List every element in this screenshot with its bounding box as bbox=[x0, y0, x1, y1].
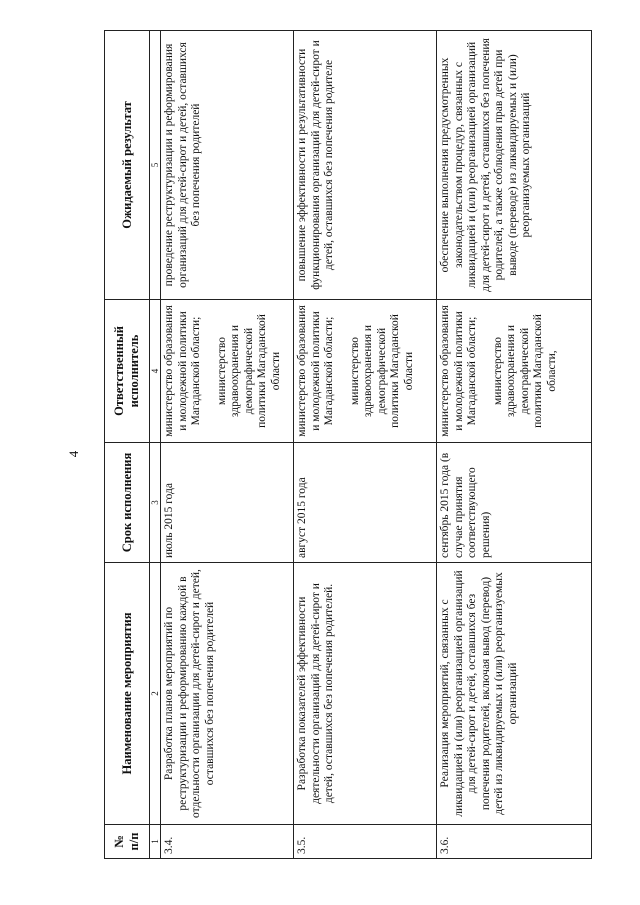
table-row bbox=[437, 31, 592, 859]
header-executor: Ответственный исполнитель bbox=[105, 300, 150, 443]
row-num: 3.4. bbox=[161, 825, 294, 859]
row-term: август 2015 года bbox=[294, 443, 437, 563]
plan-table bbox=[104, 30, 592, 859]
header-num: № п/п bbox=[105, 825, 150, 859]
executor-primary: министерство образования и молодежной политики Магаданской области; bbox=[439, 305, 479, 437]
row-num: 3.5. bbox=[294, 825, 437, 859]
row-executor bbox=[437, 300, 592, 443]
row-term: июль 2015 года bbox=[161, 443, 294, 563]
table-header-row bbox=[105, 31, 150, 859]
column-numbers-row bbox=[150, 31, 161, 859]
column-number: 1 bbox=[150, 825, 161, 859]
column-number: 5 bbox=[150, 31, 161, 300]
header-name: Наименование мероприятия bbox=[105, 563, 150, 825]
column-number: 3 bbox=[150, 443, 161, 563]
row-name: Реализация мероприятий, связанных с ликвидацией и (или) реорганизацией организаций для детей-сирот и детей, оставшихся без попечения родителей, включая вывод (перевод) детей из ликвидируемых и (или) реорганизуемых организаций bbox=[437, 563, 592, 825]
header-result: Ожидаемый результат bbox=[105, 31, 150, 300]
row-term: сентябрь 2015 года (в случае принятия соответствующего решения) bbox=[437, 443, 592, 563]
row-result: повышение эффективности и результативности функционирования организаций для детей-сирот и детей, оставшихся без попечения родителе bbox=[294, 31, 437, 300]
page-number: 4 bbox=[66, 450, 81, 458]
executor-primary: министерство образования и молодежной политики Магаданской области; bbox=[296, 305, 336, 437]
row-name: Разработка планов мероприятий по реструктуризации и реформированию каждой в отдельности организации для детей-сирот и детей, оставшихся без попечения родителей bbox=[161, 563, 294, 825]
column-number: 2 bbox=[150, 563, 161, 825]
executor-secondary: министерство здравоохранения и демографической политики Магаданской области bbox=[348, 314, 415, 428]
executor-primary: министерство образования и молодежной политики Магаданской области; bbox=[163, 305, 203, 437]
row-result: проведение реструктуризации и реформирования организаций для детей-сирот и детей, оставшихся без попечения родителей bbox=[161, 31, 294, 300]
table-row bbox=[294, 31, 437, 859]
row-name: Разработка показателей эффективности деятельности организаций для детей-сирот и детей, оставшихся без попечения родителей. bbox=[294, 563, 437, 825]
column-number: 4 bbox=[150, 300, 161, 443]
executor-secondary: министерство здравоохранения и демографической политики Магаданской области, bbox=[491, 314, 558, 428]
rotated-page-content bbox=[104, 31, 587, 859]
row-result: обеспечение выполнения предусмотренных законодательством процедур, связанных с ликвидацией и (или) реорганизацией организаций для детей-сирот и детей, оставшихся без попечения родителей, а также соблюдения прав детей при выводе (переводе) из ликвидируемых и (или) реорганизуемых организаций bbox=[437, 31, 592, 300]
table-row bbox=[161, 31, 294, 859]
row-executor bbox=[294, 300, 437, 443]
rotated-page-inner bbox=[104, 31, 587, 859]
executor-secondary: министерство здравоохранения и демографической политики Магаданской области bbox=[215, 314, 282, 428]
row-num: 3.6. bbox=[437, 825, 592, 859]
row-executor bbox=[161, 300, 294, 443]
header-term: Срок исполнения bbox=[105, 443, 150, 563]
